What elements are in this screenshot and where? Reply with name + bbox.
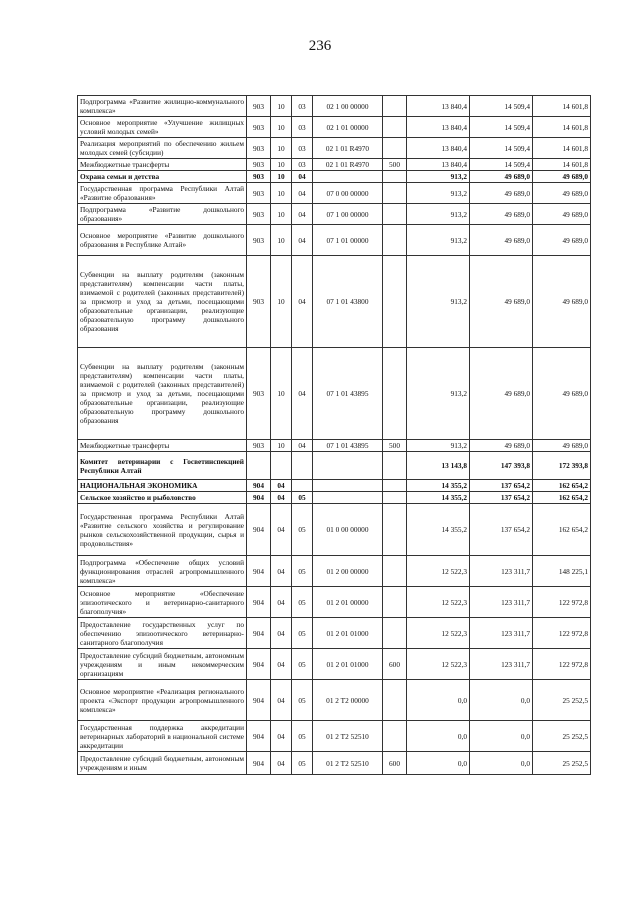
- target-article-cell: 01 2 01 01000: [313, 649, 383, 680]
- ministry-code-cell: 904: [247, 649, 271, 680]
- table-row: [78, 440, 591, 452]
- row-name-cell: Комитет ветеринарии с Госветинспекцией Республики Алтай: [78, 452, 247, 480]
- amount-2021-cell: 172 393,8: [533, 452, 591, 480]
- subsection-code-cell: 05: [292, 721, 313, 752]
- row-name-cell: Межбюджетные трансферты: [78, 159, 247, 171]
- amount-2019-cell: 0,0: [407, 721, 470, 752]
- expense-type-cell: [383, 492, 407, 504]
- expense-type-cell: [383, 556, 407, 587]
- amount-2020-cell: 49 689,0: [470, 171, 533, 183]
- subsection-code-cell: 05: [292, 556, 313, 587]
- section-code-cell: 10: [271, 256, 292, 348]
- amount-2019-cell: 14 355,2: [407, 504, 470, 556]
- section-code-cell: 10: [271, 440, 292, 452]
- expense-type-cell: [383, 480, 407, 492]
- section-code-cell: 10: [271, 183, 292, 204]
- amount-2021-cell: 49 689,0: [533, 204, 591, 225]
- amount-2020-cell: 0,0: [470, 721, 533, 752]
- row-name-cell: Государственная программа Республики Алтай «Развитие образования»: [78, 183, 247, 204]
- amount-2021-cell: 49 689,0: [533, 440, 591, 452]
- row-name-cell: Охрана семьи и детства: [78, 171, 247, 183]
- section-code-cell: 10: [271, 159, 292, 171]
- table-row: [78, 721, 591, 752]
- amount-2019-cell: 913,2: [407, 204, 470, 225]
- ministry-code-cell: 903: [247, 256, 271, 348]
- expense-type-cell: [383, 138, 407, 159]
- expense-type-cell: [383, 721, 407, 752]
- section-code-cell: 04: [271, 618, 292, 649]
- expense-type-cell: [383, 256, 407, 348]
- amount-2020-cell: 49 689,0: [470, 204, 533, 225]
- expense-type-cell: 600: [383, 649, 407, 680]
- amount-2021-cell: 14 601,8: [533, 117, 591, 138]
- amount-2020-cell: 0,0: [470, 680, 533, 721]
- ministry-code-cell: 903: [247, 96, 271, 117]
- subsection-code-cell: 03: [292, 159, 313, 171]
- table-row: [78, 348, 591, 440]
- amount-2019-cell: 13 143,8: [407, 452, 470, 480]
- subsection-code-cell: 04: [292, 348, 313, 440]
- section-code-cell: 04: [271, 587, 292, 618]
- section-code-cell: 10: [271, 348, 292, 440]
- target-article-cell: 02 1 01 R4970: [313, 138, 383, 159]
- amount-2021-cell: 122 972,8: [533, 618, 591, 649]
- row-name-cell: Подпрограмма «Развитие дошкольного образования»: [78, 204, 247, 225]
- amount-2019-cell: 0,0: [407, 752, 470, 775]
- subsection-code-cell: 05: [292, 649, 313, 680]
- expense-type-cell: [383, 204, 407, 225]
- ministry-code-cell: 904: [247, 556, 271, 587]
- subsection-code-cell: 05: [292, 492, 313, 504]
- row-name-cell: Субвенции на выплату родителям (законным представителям) компенсации части платы, взимаемой с родителей (законных представителей) за присмотр и уход за детьми, посещающими образовательные организации, реализующие образовательную программу дошкольного образования: [78, 256, 247, 348]
- row-name-cell: Подпрограмма «Развитие жилищно-коммунального комплекса»: [78, 96, 247, 117]
- row-name-cell: Государственная программа Республики Алтай «Развитие сельского хозяйства и регулирование рынков сельскохозяйственной продукции, сырья и продовольствия»: [78, 504, 247, 556]
- ministry-code-cell: 904: [247, 587, 271, 618]
- target-article-cell: 01 2 T2 52510: [313, 721, 383, 752]
- amount-2019-cell: 913,2: [407, 171, 470, 183]
- section-code-cell: 10: [271, 138, 292, 159]
- ministry-code-cell: 903: [247, 183, 271, 204]
- ministry-code-cell: 904: [247, 680, 271, 721]
- expense-type-cell: [383, 348, 407, 440]
- expense-type-cell: 500: [383, 159, 407, 171]
- subsection-code-cell: 04: [292, 171, 313, 183]
- subsection-code-cell: 03: [292, 96, 313, 117]
- table-row: [78, 96, 591, 117]
- row-name-cell: Предоставление субсидий бюджетным, автономным учреждениям и иным: [78, 752, 247, 775]
- subsection-code-cell: 04: [292, 256, 313, 348]
- row-name-cell: Государственная поддержка аккредитации ветеринарных лабораторий в национальной системе аккредитации: [78, 721, 247, 752]
- amount-2019-cell: 13 840,4: [407, 96, 470, 117]
- table-row: [78, 680, 591, 721]
- table-row: [78, 452, 591, 480]
- subsection-code-cell: 05: [292, 752, 313, 775]
- amount-2019-cell: 12 522,3: [407, 649, 470, 680]
- target-article-cell: 01 2 00 00000: [313, 556, 383, 587]
- target-article-cell: 07 1 00 00000: [313, 204, 383, 225]
- ministry-code-cell: 904: [247, 480, 271, 492]
- amount-2019-cell: 0,0: [407, 680, 470, 721]
- budget-table: [77, 95, 591, 775]
- target-article-cell: 01 2 T2 52510: [313, 752, 383, 775]
- page-number: 236: [308, 38, 332, 54]
- amount-2020-cell: 49 689,0: [470, 348, 533, 440]
- ministry-code-cell: 903: [247, 171, 271, 183]
- amount-2021-cell: 162 654,2: [533, 492, 591, 504]
- section-code-cell: 10: [271, 96, 292, 117]
- amount-2020-cell: 14 509,4: [470, 96, 533, 117]
- subsection-code-cell: 04: [292, 204, 313, 225]
- table-row: [78, 556, 591, 587]
- amount-2019-cell: 913,2: [407, 183, 470, 204]
- amount-2020-cell: 14 509,4: [470, 117, 533, 138]
- target-article-cell: 07 1 01 43800: [313, 256, 383, 348]
- amount-2020-cell: 49 689,0: [470, 183, 533, 204]
- ministry-code-cell: 904: [247, 752, 271, 775]
- amount-2021-cell: 122 972,8: [533, 587, 591, 618]
- expense-type-cell: [383, 225, 407, 256]
- amount-2019-cell: 913,2: [407, 440, 470, 452]
- target-article-cell: 02 1 01 R4970: [313, 159, 383, 171]
- table-row: [78, 117, 591, 138]
- table-row: [78, 171, 591, 183]
- section-code-cell: 10: [271, 225, 292, 256]
- ministry-code-cell: 904: [247, 618, 271, 649]
- expense-type-cell: [383, 183, 407, 204]
- expense-type-cell: [383, 587, 407, 618]
- amount-2020-cell: 49 689,0: [470, 256, 533, 348]
- amount-2021-cell: 25 252,5: [533, 721, 591, 752]
- row-name-cell: Основное мероприятие «Развитие дошкольного образования в Республике Алтай»: [78, 225, 247, 256]
- target-article-cell: [313, 171, 383, 183]
- table-row: [78, 618, 591, 649]
- amount-2020-cell: 49 689,0: [470, 440, 533, 452]
- amount-2019-cell: 12 522,3: [407, 618, 470, 649]
- row-name-cell: Субвенции на выплату родителям (законным представителям) компенсации части платы, взимаемой с родителей (законных представителей) за присмотр и уход за детьми, посещающими образовательные организации, реализующие образовательную программу дошкольного образования: [78, 348, 247, 440]
- amount-2020-cell: 0,0: [470, 752, 533, 775]
- section-code-cell: [271, 452, 292, 480]
- amount-2020-cell: 123 311,7: [470, 587, 533, 618]
- row-name-cell: Основное мероприятие «Улучшение жилищных условий молодых семей»: [78, 117, 247, 138]
- table-row: [78, 204, 591, 225]
- amount-2020-cell: 137 654,2: [470, 504, 533, 556]
- amount-2019-cell: 13 840,4: [407, 117, 470, 138]
- amount-2021-cell: 162 654,2: [533, 504, 591, 556]
- ministry-code-cell: 904: [247, 504, 271, 556]
- expense-type-cell: [383, 504, 407, 556]
- section-code-cell: 04: [271, 504, 292, 556]
- row-name-cell: Сельское хозяйство и рыболовство: [78, 492, 247, 504]
- amount-2021-cell: 14 601,8: [533, 96, 591, 117]
- amount-2021-cell: 49 689,0: [533, 256, 591, 348]
- amount-2019-cell: 913,2: [407, 348, 470, 440]
- row-name-cell: Основное мероприятие «Обеспечение эпизоотического и ветеринарно-санитарного благополучия»: [78, 587, 247, 618]
- ministry-code-cell: 903: [247, 204, 271, 225]
- target-article-cell: 07 1 01 43895: [313, 440, 383, 452]
- table-row: [78, 492, 591, 504]
- expense-type-cell: [383, 618, 407, 649]
- amount-2021-cell: 49 689,0: [533, 225, 591, 256]
- table-row: [78, 649, 591, 680]
- subsection-code-cell: 04: [292, 183, 313, 204]
- target-article-cell: [313, 492, 383, 504]
- amount-2020-cell: 14 509,4: [470, 159, 533, 171]
- amount-2020-cell: 123 311,7: [470, 649, 533, 680]
- subsection-code-cell: 03: [292, 117, 313, 138]
- row-name-cell: Межбюджетные трансферты: [78, 440, 247, 452]
- target-article-cell: 01 2 01 00000: [313, 587, 383, 618]
- ministry-code-cell: 904: [247, 721, 271, 752]
- amount-2020-cell: 49 689,0: [470, 225, 533, 256]
- target-article-cell: 07 1 01 43895: [313, 348, 383, 440]
- amount-2019-cell: 13 840,4: [407, 159, 470, 171]
- row-name-cell: Предоставление субсидий бюджетным, автономным учреждениям и иным некоммерческим организациям: [78, 649, 247, 680]
- expense-type-cell: [383, 171, 407, 183]
- amount-2021-cell: 49 689,0: [533, 183, 591, 204]
- ministry-code-cell: [247, 452, 271, 480]
- section-code-cell: 04: [271, 649, 292, 680]
- expense-type-cell: 500: [383, 440, 407, 452]
- ministry-code-cell: 903: [247, 138, 271, 159]
- ministry-code-cell: 903: [247, 117, 271, 138]
- target-article-cell: [313, 452, 383, 480]
- amount-2021-cell: 148 225,1: [533, 556, 591, 587]
- amount-2021-cell: 14 601,8: [533, 159, 591, 171]
- ministry-code-cell: 903: [247, 225, 271, 256]
- target-article-cell: 01 2 T2 00000: [313, 680, 383, 721]
- section-code-cell: 04: [271, 492, 292, 504]
- table-row: [78, 752, 591, 775]
- subsection-code-cell: [292, 452, 313, 480]
- target-article-cell: 02 1 00 00000: [313, 96, 383, 117]
- section-code-cell: 04: [271, 556, 292, 587]
- amount-2021-cell: 25 252,5: [533, 680, 591, 721]
- ministry-code-cell: 903: [247, 348, 271, 440]
- amount-2020-cell: 147 393,8: [470, 452, 533, 480]
- table-row: [78, 480, 591, 492]
- row-name-cell: НАЦИОНАЛЬНАЯ ЭКОНОМИКА: [78, 480, 247, 492]
- subsection-code-cell: 05: [292, 587, 313, 618]
- amount-2020-cell: 14 509,4: [470, 138, 533, 159]
- subsection-code-cell: 04: [292, 440, 313, 452]
- expense-type-cell: [383, 680, 407, 721]
- amount-2021-cell: 14 601,8: [533, 138, 591, 159]
- section-code-cell: 04: [271, 680, 292, 721]
- amount-2020-cell: 137 654,2: [470, 480, 533, 492]
- expense-type-cell: [383, 96, 407, 117]
- amount-2019-cell: 12 522,3: [407, 556, 470, 587]
- section-code-cell: 04: [271, 721, 292, 752]
- subsection-code-cell: 04: [292, 225, 313, 256]
- target-article-cell: 07 0 00 00000: [313, 183, 383, 204]
- table-row: [78, 225, 591, 256]
- amount-2020-cell: 137 654,2: [470, 492, 533, 504]
- table-row: [78, 504, 591, 556]
- amount-2019-cell: 14 355,2: [407, 492, 470, 504]
- row-name-cell: Подпрограмма «Обеспечение общих условий функционирования отраслей агропромышленного комплекса»: [78, 556, 247, 587]
- target-article-cell: 01 2 01 01000: [313, 618, 383, 649]
- subsection-code-cell: 05: [292, 680, 313, 721]
- ministry-code-cell: 903: [247, 440, 271, 452]
- expense-type-cell: [383, 452, 407, 480]
- amount-2019-cell: 913,2: [407, 225, 470, 256]
- expense-type-cell: [383, 117, 407, 138]
- row-name-cell: Основное мероприятие «Реализация регионального проекта «Экспорт продукции агропромышленного комплекса»: [78, 680, 247, 721]
- subsection-code-cell: 05: [292, 618, 313, 649]
- amount-2021-cell: 25 252,5: [533, 752, 591, 775]
- ministry-code-cell: 903: [247, 159, 271, 171]
- amount-2021-cell: 162 654,2: [533, 480, 591, 492]
- table-row: [78, 183, 591, 204]
- section-code-cell: 04: [271, 752, 292, 775]
- row-name-cell: Реализация мероприятий по обеспечению жильем молодых семей (субсидии): [78, 138, 247, 159]
- amount-2020-cell: 123 311,7: [470, 618, 533, 649]
- target-article-cell: [313, 480, 383, 492]
- ministry-code-cell: 904: [247, 492, 271, 504]
- target-article-cell: 07 1 01 00000: [313, 225, 383, 256]
- row-name-cell: Предоставление государственных услуг по обеспечению эпизоотического ветеринарно-санитарного благополучия: [78, 618, 247, 649]
- section-code-cell: 10: [271, 171, 292, 183]
- subsection-code-cell: 03: [292, 138, 313, 159]
- amount-2019-cell: 12 522,3: [407, 587, 470, 618]
- section-code-cell: 04: [271, 480, 292, 492]
- expense-type-cell: 600: [383, 752, 407, 775]
- target-article-cell: 02 1 01 00000: [313, 117, 383, 138]
- section-code-cell: 10: [271, 204, 292, 225]
- target-article-cell: 01 0 00 00000: [313, 504, 383, 556]
- amount-2021-cell: 49 689,0: [533, 171, 591, 183]
- amount-2019-cell: 913,2: [407, 256, 470, 348]
- amount-2021-cell: 49 689,0: [533, 348, 591, 440]
- section-code-cell: 10: [271, 117, 292, 138]
- table-row: [78, 256, 591, 348]
- table-row: [78, 159, 591, 171]
- amount-2019-cell: 13 840,4: [407, 138, 470, 159]
- amount-2021-cell: 122 972,8: [533, 649, 591, 680]
- amount-2019-cell: 14 355,2: [407, 480, 470, 492]
- amount-2020-cell: 123 311,7: [470, 556, 533, 587]
- subsection-code-cell: [292, 480, 313, 492]
- table-row: [78, 587, 591, 618]
- table-row: [78, 138, 591, 159]
- subsection-code-cell: 05: [292, 504, 313, 556]
